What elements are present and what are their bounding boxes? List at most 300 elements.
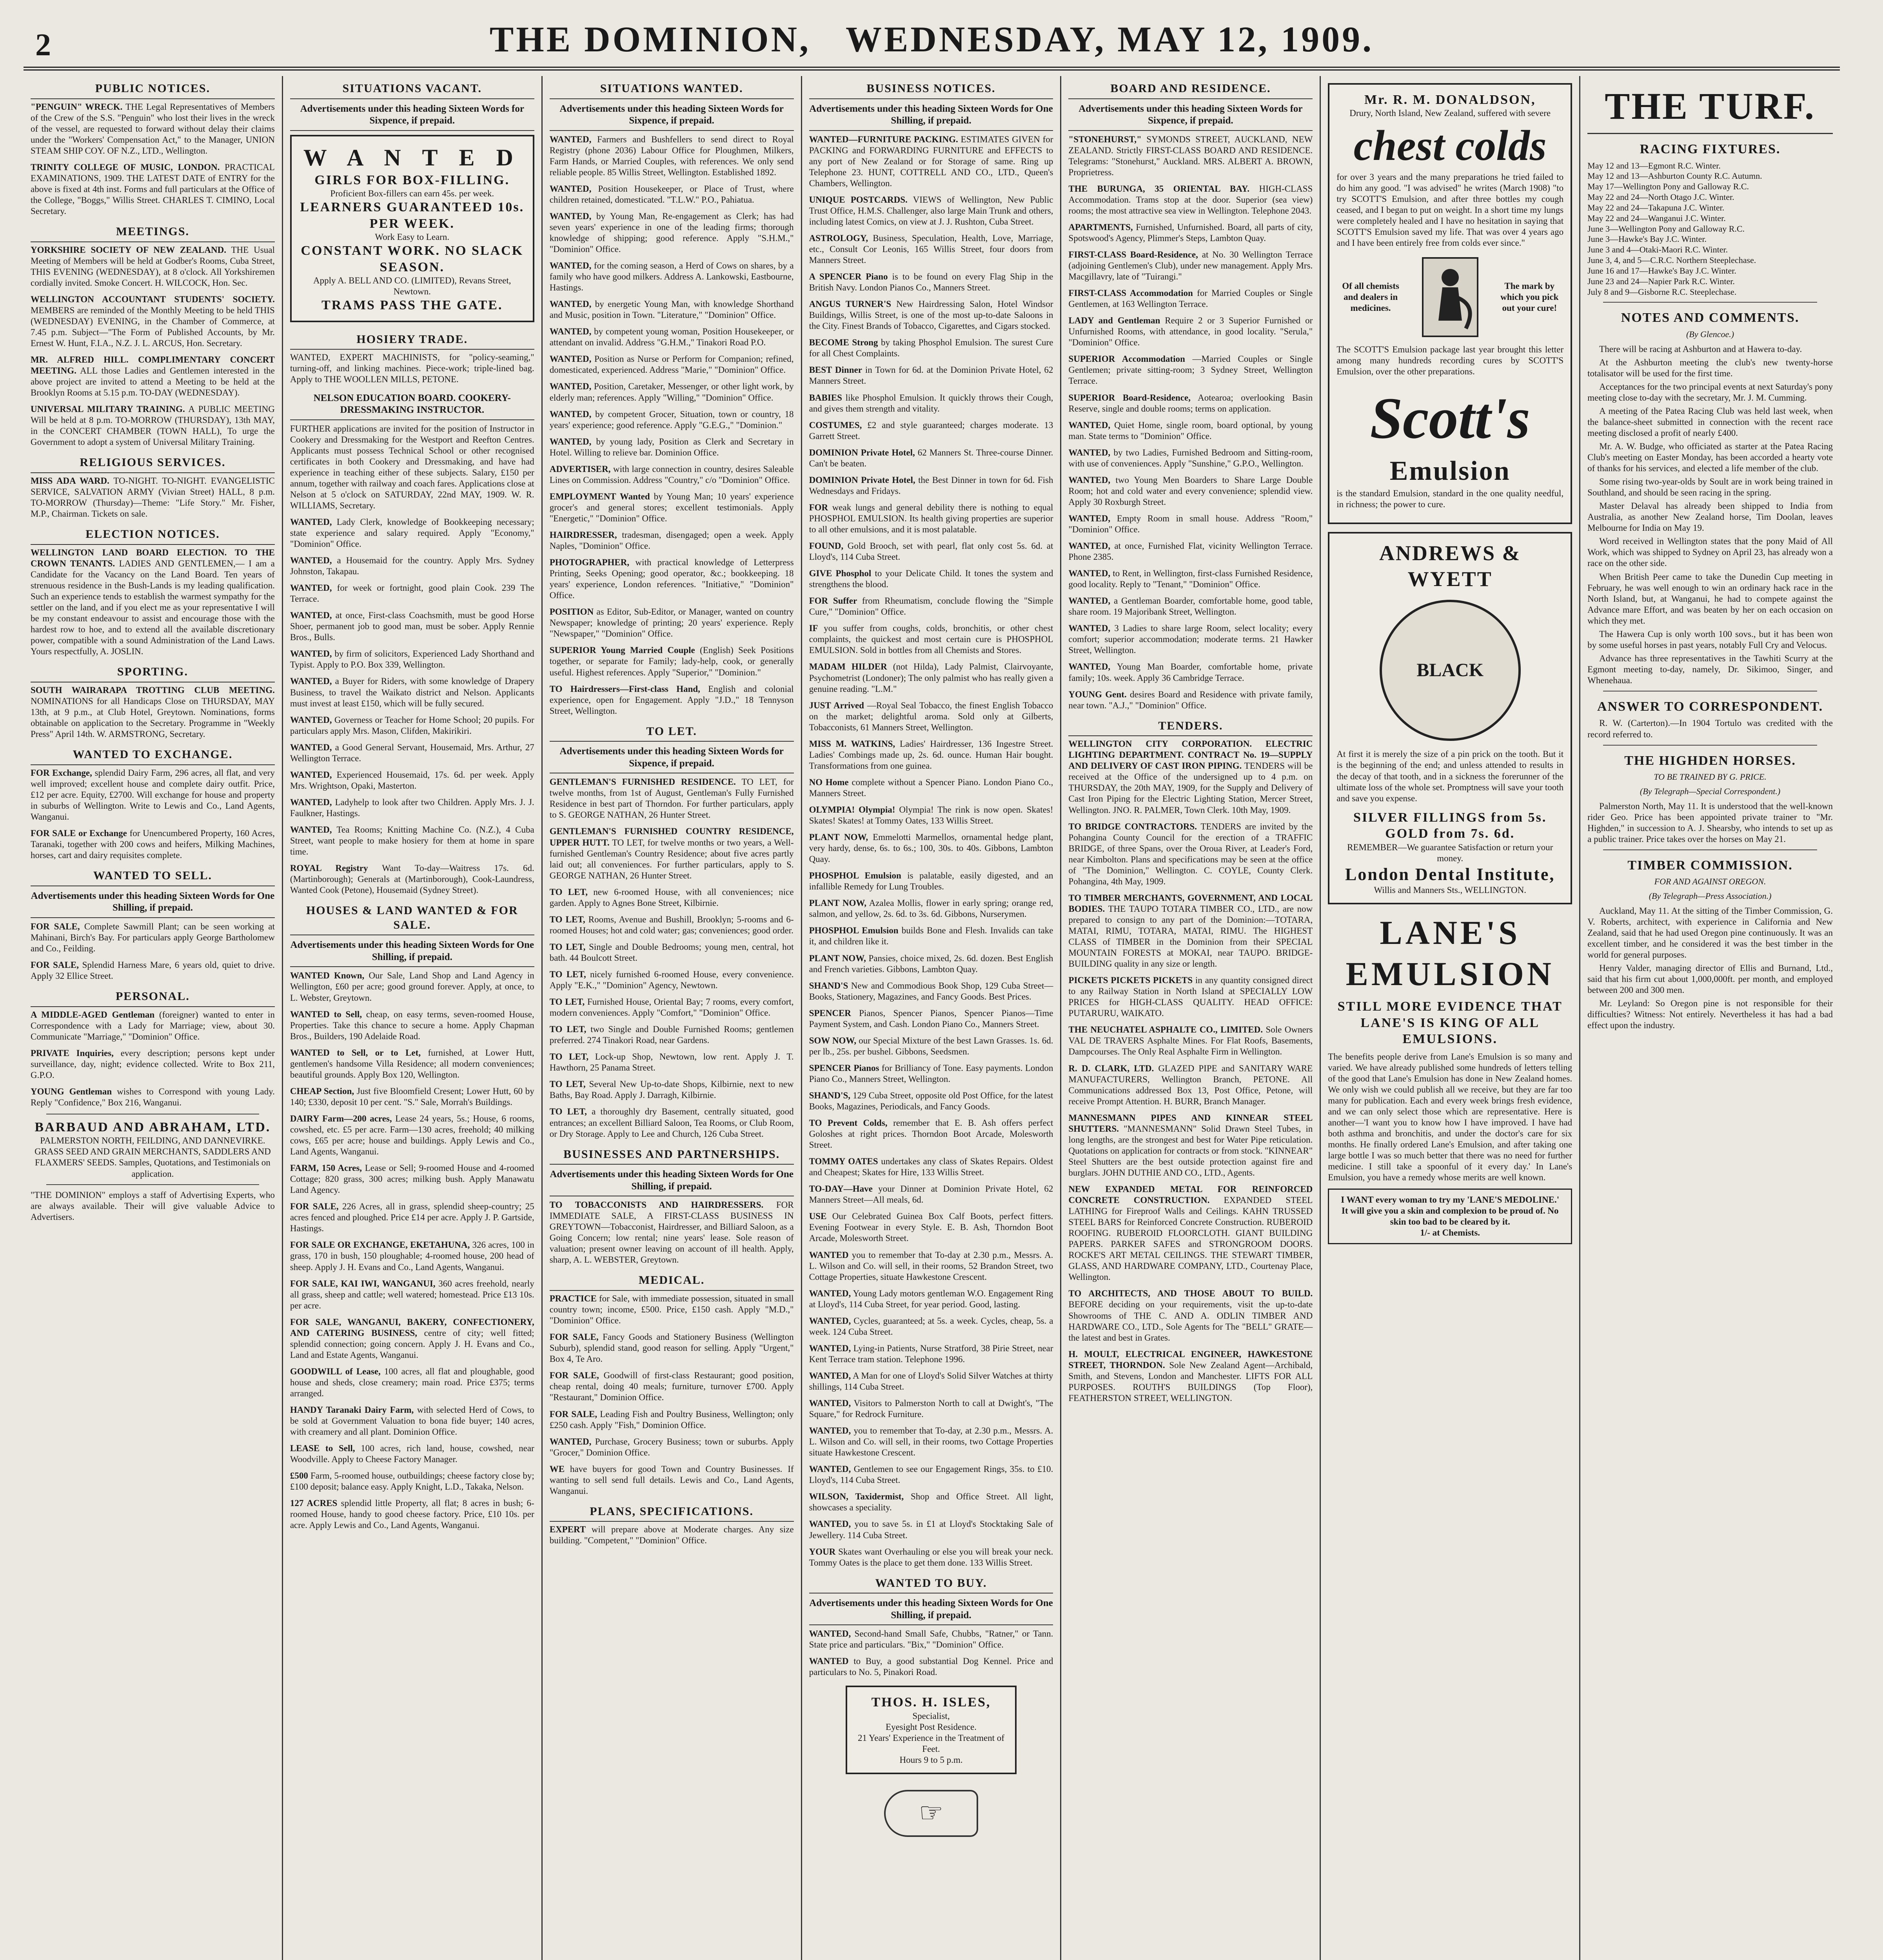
ad-lead: WANTED, [549,261,592,271]
ad-text: Aotearoa; overlooking Basin Reserve, single and double rooms; terms on application. [1068,392,1313,414]
classified-ad [809,1035,1053,1057]
ad-text: centre of city; well fitted; splendid connection; going concern. Apply J. H. Evans and Co., Land and Estate Agents, Wanganui. [290,1328,534,1360]
ad-lead: ROYAL Registry [290,863,368,873]
classified-ad [550,464,794,486]
ad-text: Furnished House, Oriental Bay; 7 rooms, every comfort, modern conveniences. Apply "Comfort," "Dominion" Office. [549,997,794,1018]
scotts-emulsion-ad [1328,83,1572,524]
ad-text: A Man for one of Lloyd's Solid Silver Watches at thirty shillings, 114 Cuba Street. [809,1370,1053,1392]
ad-text: Olympia! The rink is now open. Skates! Skates! Skates! at Tommy Oates, 133 Willis Street. [809,804,1053,826]
section-subheading: Advertisements under this heading Sixteen Words for One Shilling, if prepaid. [809,1596,1053,1625]
wanted-line: GIRLS FOR BOX-FILLING. [314,172,510,187]
ad-lead: EMPLOYMENT Wanted [549,491,650,501]
ad-text: Purchase, Grocery Business; town or suburbs. Apply "Grocer," Dominion Office. [549,1436,794,1457]
classified-ad [290,742,534,764]
classified-ad [550,557,794,601]
ad-lead: SUPERIOR Board-Residence, [1068,392,1191,403]
ad-lead: SUPERIOR Young Married Couple [549,645,695,655]
ad-lead: PICKETS PICKETS PICKETS [1068,975,1193,985]
ad-lead: FOR SALE, [31,960,79,970]
classified-ad [290,1366,534,1399]
ad-text: "MANNESMANN" Solid Drawn Steel Tubes, in long lengths, are the strongest and best for Water Pipe reticulation. Quotations on application for contracts or from stock. "KINNEAR" Steel Shutters are the best outside protection against fire and burglars. JOHN DUTHIE AND CO., LTD., Agents. [1068,1123,1313,1178]
ad-text: weak lungs and general debility there is nothing to equal PHOSPHOL EMULSION. Its health giving properties are superior to all other emulsions, and it is most palatable. [809,502,1053,534]
ad-lead: MR. ALFRED HILL. COMPLIMENTARY CONCERT MEETING. [31,355,275,376]
classified-ad [550,1524,794,1546]
ad-text: Business, Speculation, Health, Love, Marriage, etc., Consult Cor Leonis, 165 Willis Street, four doors from Manners Street. [809,233,1053,265]
ad-lead: FOR SALE, KAI IWI, WANGANUI, [290,1278,436,1289]
classified-ad [550,914,794,936]
ad-lead: "PENGUIN" WRECK. [31,102,123,112]
ad-text: by Young Man, Re-engagement as Clerk; has had seven years' experience in one of the leading firms; thorough knowledge of shipping; good reference. Apply "S.H.M.," "Dominion" Office. [549,211,794,254]
story-paragraph: Auckland, May 11. At the sitting of the Timber Commission, G. V. Roberts, architect, with experience in California and New Zealand, said that he had used Oregon pine continuously. It was an excellent timber, and he considered it was the best timber in the world for general purposes. [1587,906,1833,960]
fixture-line: June 23 and 24—Napier Park R.C. Winter. [1587,276,1735,286]
classified-ad [290,1113,534,1157]
medoline-line: 1/- at Chemists. [1420,1228,1480,1238]
ad-lead: WANTED to Sell, [290,1009,362,1019]
scott-side-right: The mark by which you pick out your cure! [1500,281,1559,313]
ad-lead: TO LET, [549,887,588,897]
classified-ad [1068,975,1313,1019]
classified-ad [31,1048,275,1081]
ad-text: GLAZED PIPE and SANITARY WARE MANUFACTURERS, Wellington Branch, PETONE. All Communications addressed Box 13, Post Office, Petone, will receive Prompt Attention. H. BURR, Branch Manager. [1068,1063,1313,1106]
classified-ad [550,777,794,820]
ad-text: 326 acres, 100 in grass, 170 in bush, 150 ploughable; 4-roomed house, 200 head of sheep. Apply J. H. Evans and Co., Land Agents, Wanganui. [290,1240,534,1272]
classified-ad [809,392,1053,414]
medoline-ad [1328,1189,1572,1244]
classified-ad [1068,222,1313,244]
ad-lead: UNIVERSAL MILITARY TRAINING. [31,404,185,414]
notes-heading: NOTES AND COMMENTS. [1621,310,1799,325]
classified-ad [550,1293,794,1326]
ad-lead: WANTED, [549,183,592,194]
ad-list [550,1524,794,1546]
ad-text: a thoroughly dry Basement, centrally situated, good entrances; an excellent Billiard Saloon, Tea Rooms, or Club Room, or Dry Storage. Apply to Lee and Church, 126 Cuba Street. [549,1107,794,1139]
classified-ad [1068,1063,1313,1107]
scott-big: chest colds [1353,121,1547,169]
ad-lead: YORKSHIRE SOCIETY OF NEW ZEALAND. [31,245,226,255]
section-subheading: Advertisements under this heading Sixteen Words for One Shilling, if prepaid. [31,889,275,918]
section-heading: TENDERS. [1068,717,1313,737]
ad-text: the Best Dinner in town for 6d. Fish Wednesdays and Fridays. [809,475,1053,496]
classified-ad [550,436,794,458]
story-paragraph: Advance has three representatives in the Tawhiti Scurry at the Egmont meeting to-day, namely, Dr. Sikimoo, Singer, and Whenehaua. [1587,653,1833,685]
ad-text: wishes to Correspond with young Lady. Reply "Confidence," Box 216, Wanganui. [31,1086,275,1107]
ad-lead: SHAND'S, [809,1090,851,1100]
ad-text: Second-hand Small Safe, Chubbs, "Ratner," or Tann. State price and particulars. "Bix," "Dominion" Office. [809,1629,1053,1650]
section-subheading: NELSON EDUCATION BOARD. COOKERY-DRESSMAKING INSTRUCTOR. [290,391,534,420]
classified-ad [809,661,1053,694]
classified-ad [550,606,794,639]
classified-ad [809,595,1053,617]
ad-list [809,1628,1053,1678]
ad-lead: WE [549,1464,565,1474]
classified-ad [290,863,534,896]
ad-text: Lease 24 years, 5s.; House, 6 rooms, cowshed, etc. £5 per acre. Farm—130 acres, freehold; 40 milking cows, £65 per acre; house and buildings. Apply Lewis and Co., Land Agents, Wanganui. [290,1113,534,1157]
ad-text: to your Delicate Child. It tones the system and strengthens the blood. [809,568,1053,590]
ad-text: Want To-day—Waitress 17s. 6d. (Martinborough); Generals at (Martinborough), Cook-Laundress, Wanted Cook (Petone), Housemaid (Sydney Street). [290,863,534,895]
classified-ad [1068,183,1313,216]
wanted-line: LEARNERS GUARANTEED 10s. PER WEEK. [300,200,525,231]
ad-lead: MADAM HILDER [809,662,887,672]
classified-ad [550,1409,794,1431]
classified-ad [290,1317,534,1361]
ad-text: for Unencumbered Property, 160 Acres, Taranaki, together with 200 cows and heifers, Milking Machines, horses, cart and dairy requisites complete. [31,828,275,860]
classified-ad [809,541,1053,563]
section-subheading: Advertisements under this heading Sixteen Words for One Shilling, if prepaid. [290,938,534,967]
divider [1603,302,1817,303]
classified-ad [1068,739,1313,815]
section-heading: PERSONAL. [31,987,275,1007]
ad-text: Just five Bloomfield Cresent; Lower Hutt, 60 by 140; £330, deposit 10 per cent. "S." Sale, Morrah's Buildings. [290,1086,534,1107]
ad-lead: PRIVATE Inquiries, [31,1048,114,1058]
ad-lead: FOR SALE, [549,1370,599,1381]
fixture-line: June 3, 4, and 5—C.R.C. Northern Steeplechase. [1587,255,1756,265]
ad-lead: PHOTOGRAPHER, [549,557,630,568]
section-subheading: Advertisements under this heading Sixteen Words for Sixpence, if prepaid. [550,102,794,131]
ad-lead: 127 ACRES [290,1498,338,1508]
ad-lead: APARTMENTS, [1068,222,1133,232]
classified-ad [809,299,1053,332]
turf-title: THE TURF. [1587,79,1833,134]
notes-byline: (By Glencoe.) [1686,329,1734,339]
ad-lead: WANTED, [1068,541,1111,551]
ad-lead: TO LET, [549,997,585,1007]
classified-ad [290,676,534,709]
divider [46,1184,259,1185]
timber-subheading: FOR AND AGAINST OREGON. [1654,877,1766,887]
andrews-brand: ANDREWS & WYETT [1379,541,1521,591]
wanted-line: Proficient Box-fillers can earn 45s. per week. [330,189,494,199]
ad-text: THE Usual Meeting of Members will be held at Godber's Rooms, Cuba Street, THIS EVENING (WEDNESDAY), at 8 o'clock. All Yorkshiremen cordially invited. Smoke Concert. H. WILCOCK, Hon. Sec. [31,245,275,288]
ad-lead: WANTED, [809,1426,851,1436]
ad-text: Sole Owners VAL DE TRAVERS Asphalte Mines. For Flat Roofs, Basements, Dampcourses. The Only Real Asphalte Firm in Wellington. [1068,1025,1313,1057]
fixture-line: May 12 and 13—Egmont R.C. Winter. [1587,160,1721,171]
wanted-line: Apply A. BELL AND CO. (LIMITED), Revans Street, Newtown. [313,276,511,297]
ad-lead: BEST Dinner [809,365,862,375]
classified-ad [550,354,794,376]
trained-byline: (By Telegraph—Special Correspondent.) [1640,786,1781,796]
ad-text: HIGH-CLASS Accommodation. Trams stop at the door. Superior (sea view) rooms; the most attractive sea view in Wellington. Telephone 2043. [1068,183,1313,216]
classified-ad [809,568,1053,590]
ad-lead: WANTED, [290,649,332,659]
ad-lead: USE [809,1211,827,1221]
ad-lead: COSTUMES, [809,420,862,430]
ad-text: TO LET, for twelve months, from 1st of August, Gentleman's Fully Furnished Residence in best part of Thorndon. For further particulars, apply to S. GEORGE NATHAN, 26 Hunter Street. [549,777,794,820]
classified-ad [809,623,1053,656]
isles-line: Specialist, [912,1711,950,1721]
ad-lead: WANTED, [809,1629,851,1639]
classified-ad [290,1047,534,1080]
ad-lead: MANNESMANN PIPES AND KINNEAR STEEL SHUTTERS. [1068,1112,1313,1134]
ad-text: Position, Caretaker, Messenger, or other light work, by elderly man; references. Apply "Willing," "Dominion" Office. [549,381,794,403]
story-paragraph: The Hawera Cup is only worth 100 sovs., but it has been won by some useful horses in past years, notably Full Cry and Velocus. [1587,629,1833,650]
wanted-title: W A N T E D [303,144,521,171]
ad-lead: ADVERTISER, [549,464,611,474]
isles-line: 21 Years' Experience in the Treatment of Feet. [857,1733,1004,1754]
ad-lead: WANTED, [290,517,332,527]
isles-line: Eyesight Post Residence. [886,1722,977,1732]
ad-text: nicely furnished 6-roomed House, every convenience. Apply "E.K.," "Dominion" Agency, Newtown. [549,969,794,991]
ad-lead: WANTED, [1068,420,1111,430]
medoline-line: I WANT every woman to try my 'LANE'S MEDOLINE.' [1341,1195,1560,1205]
barbaud-ad [31,1119,275,1180]
classified-ad [550,134,794,178]
ad-list [31,245,275,448]
fixture-line: June 3 and 4—Otaki-Maori R.C. Winter. [1587,245,1728,255]
classified-ad [550,1079,794,1101]
ad-text: tradesman, disengaged; open a week. Apply Naples, "Dominion" Office. [549,530,794,551]
ad-lead: FOR SALE, WANGANUI, BAKERY, CONFECTIONERY, AND CATERING BUSINESS, [290,1317,534,1338]
ad-text: Azalea Mollis, flower in early spring; orange red, salmon, and yellow, 2s. 6d. to 3s. 6d. Gibbons, Nurserymen. [809,898,1053,919]
classified-ad [290,555,534,577]
ad-text: by competent Grocer, Situation, town or country, 18 years' experience; good reference. Apply "G.E.G.," "Dominion." [549,409,794,430]
ad-lead: GENTLEMAN'S FURNISHED RESIDENCE. [549,777,736,787]
classified-ad [31,102,275,156]
ad-text: you suffer from coughs, colds, bronchitis, or other chest complaints, the quickest and most certain cure is PHOSPHOL EMULSION. Sold in bottles from all Chemists and Stores. [809,623,1053,655]
ad-lead: YOUNG Gent. [1068,689,1127,699]
section-heading: ELECTION NOTICES. [31,525,275,545]
ad-list [31,685,275,740]
classified-ad [809,337,1053,359]
ad-text: with selected Herd of Cows, to be sold at Government Valuation to bona fide buyer; 140 acres, with creamery and all plant. Dominion Office. [290,1405,534,1437]
andrews-wyett-ad [1328,532,1572,905]
classified-ad [1068,447,1313,469]
classified-ad [809,739,1053,771]
ad-lead: TO BRIDGE CONTRACTORS. [1068,821,1197,831]
scott-body: for over 3 years and the many preparations he tried failed to do him any good. "I was advised" he writes (March 1908) "to try SCOTT'S Emulsion, and after three bottles my cough ceased, and I began to put on weight. In a short time my lungs were completely healed and I have no hesitation in saying that SCOTT'S Emulsion saved my life. That was over 4 years ago and I have been entirely free from colds ever since." [1336,172,1564,248]
ad-lead: TO LET, [549,914,585,924]
story-paragraph: At the Ashburton meeting the club's new twenty-horse totalisator will be used for the first time. [1587,357,1833,378]
ad-lead: A MIDDLE-AGED Gentleman [31,1009,155,1020]
classified-ad [809,1370,1053,1392]
fixtures-list [1587,161,1833,298]
footer-notice: "THE DOMINION" employs a staff of Advertising Experts, who are always available. Their will give valuable Advice to Advertisers. [31,1190,275,1222]
ad-lead: FARM, 150 Acres, [290,1163,362,1173]
classified-ad [809,420,1053,442]
section-heading: WANTED TO SELL. [31,866,275,886]
ad-lead: WANTED [809,1250,849,1260]
classified-ad [550,1370,794,1403]
column-board-residence [1061,76,1321,1960]
wanted-line: TRAMS PASS THE GATE. [321,298,503,313]
ad-text: Empty Room in small house. Address "Room," "Dominion" Office. [1068,513,1313,534]
ad-lead: IF [809,623,818,633]
ad-text: Emmelotti Marmellos, ornamental hedge plant, very hardy, dense, 6s. to 6s.; 100, 30s. to 40s. Gibbons, Lambton Quay. [809,832,1053,864]
ad-lead: LADY and Gentleman [1068,316,1160,326]
ad-lead: TO LET, [549,1079,586,1089]
ad-list [1068,134,1313,711]
classified-ad [550,1436,794,1458]
ad-text: your Dinner at Dominion Private Hotel, 62 Manners Street—All meals, 6d. [809,1184,1053,1205]
fixture-line: June 3—Hawke's Bay J.C. Winter. [1587,234,1707,244]
ad-lead: TO LET, [549,942,586,952]
classified-ad [290,583,534,604]
section-heading: SITUATIONS VACANT. [290,79,534,99]
ad-lead: WANTED, [809,1398,851,1408]
ad-text: by taking Phosphol Emulsion. The surest Cure for all Chest Complaints. [809,338,1053,359]
column-public-notices [24,76,283,1960]
ad-text: builds Bone and Flesh. Invalids can take it, and children like it. [809,926,1053,947]
ad-text: Rooms, Avenue and Bushill, Brooklyn; 5-rooms and 6-roomed Houses; hot and cold water; gas; conveniences; good order. [549,914,794,935]
ad-text: at No. 30 Wellington Terrace (adjoining Gentlemen's Club), under new management. Apply Mrs. Macgillavry, late of "Tuirangi." [1068,250,1313,282]
classified-ad [1068,315,1313,348]
classified-ad [550,491,794,524]
ad-text: from Rheumatism, conclude flowing the "Simple Cure," "Dominion" Office. [809,596,1053,617]
ad-text: to Buy, a good substantial Dog Kennel. Price and particulars to No. 5, Pinakori Road. [809,1656,1053,1677]
answer-heading: ANSWER TO CORRESPONDENT. [1597,699,1823,714]
classified-ad [1068,541,1313,563]
ad-lead: WANTED, [1068,623,1111,633]
ad-lead: WANTED, [549,299,592,309]
column-situations-vacant [283,76,543,1960]
classified-ad [290,970,534,1003]
ad-text: for the coming season, a Herd of Cows on shares, by a family who have good milkers. Address A. Lankowski, Eastbourne, Hastings. [549,261,794,293]
section-heading: MEETINGS. [31,222,275,242]
ad-lead: WANTED, [290,583,332,593]
section-heading: BUSINESS NOTICES. [809,79,1053,99]
ad-lead: H. MOULT, ELECTRICAL ENGINEER, HAWKESTONE STREET, THORNDON. [1068,1349,1313,1370]
andrews-remember: REMEMBER—We guarantee Satisfaction or return your money. [1347,842,1553,863]
classified-ad [31,768,275,822]
andrews-addr: Willis and Manners Sts., WELLINGTON. [1374,885,1526,895]
ad-list [290,970,534,1531]
classified-ad [550,381,794,403]
ad-lead: EXPERT [549,1524,586,1535]
medal-icon [1380,600,1521,741]
ad-lead: FOUND, [809,541,844,551]
ad-lead: WANTED, [290,824,332,835]
ad-text: for Brilliancy of Tone. Easy payments. London Piano Co., Manners Street, Wellington. [809,1063,1053,1084]
ad-list [31,1009,275,1108]
lane-title2: EMULSION [1346,955,1554,993]
column-situations-wanted [543,76,802,1960]
ad-text: ALL those Ladies and Gentlemen interested in the above project are invited to attend a Meeting to be held at the Brooklyn Rooms at 5.15 p.m. TO-DAY (WEDNESDAY). [31,366,275,398]
ad-lead: WANTED, [290,769,332,780]
ad-lead: PRACTICE [549,1294,597,1304]
classified-ad [550,211,794,255]
andrews-fillings: SILVER FILLINGS from 5s. [1353,810,1547,825]
lane-body: The benefits people derive from Lane's Emulsion is so many and varied. We have already published some hundreds of letters telling of the good that Lane's Emulsion has done in New Zealand homes. We only wish we could publish all we receive, but they are far too many for publication. Each and every week brings fresh evidence, and we can only select those which are representative. Here is another—'I want you to know how I have improved. I have had both asthma and bronchitis, and under the doctor's care for six months. He finally ordered Lane's Emulsion, and after taking one large bottle I was so much better that there was no need for further medicine. I still take a spoonful of it every day.' In Lane's Emulsion, you have a remedy whose merits are well known. [1328,1051,1572,1183]
ad-text: with practical knowledge of Letterpress Printing, Seeks Opening; good operator, &c.; bookkeeping. 18 years' experience, London references. "Initiative," "Dominion" Office. [549,557,794,601]
ad-lead: FIRST-CLASS Board-Residence, [1068,250,1198,260]
classified-ad [1068,392,1313,414]
ad-text: Ladyhelp to look after two Children. Apply Mrs. J. J. Faulkner, Hastings. [290,797,534,818]
ad-text: Our Sale, Land Shop and Land Agency in Wellington, £60 per acre; good ground forever. Apply, at once, to L. Webster, Greytown. [290,971,534,1003]
ad-text: Furnished, Unfurnished. Board, all parts of city, Spotswood's Agency, Plimmer's Steps, Lambton Quay. [1068,222,1313,243]
ad-text: Fancy Goods and Stationery Business (Wellington Suburb), splendid stand, good reason for selling. Apply "Urgent," Box 4, Te Aro. [549,1332,794,1364]
paper-name: THE DOMINION, [489,19,811,59]
ad-text: Position as Nurse or Perform for Companion; refined, domesticated, experienced. Address "Marie," "Dominion" Office. [549,354,794,375]
ad-text: by young lady, Position as Clerk and Secretary in Hotel. Willing to relieve bar. Dominion Office. [549,436,794,457]
ad-text: Lady Clerk, knowledge of Bookkeeping necessary; state experience and salary required. Apply "Economy," "Dominion" Office. [290,517,534,549]
classified-ad [290,769,534,791]
classified-ad [550,969,794,991]
ad-lead: WANTED, [290,797,332,807]
classified-ad [290,1240,534,1272]
ad-lead: WANTED, [290,742,332,752]
ad-lead: WANTED, [1068,513,1111,523]
newspaper-title [490,18,1374,60]
ad-lead: WANTED to Sell, or to Let, [290,1047,421,1058]
section-heading: HOSIERY TRADE. [290,330,534,350]
ad-lead: THE NEUCHATEL ASPHALTE CO., LIMITED. [1068,1025,1263,1035]
ad-text: 100 acres, rich land, house, cowshed, near Woodville. Apply to Cheese Factory Manager. [290,1443,534,1465]
ad-lead: WANTED, [549,409,592,419]
classified-ad [290,610,534,643]
classified-ad [809,1063,1053,1085]
ad-lead: FOR Exchange, [31,768,92,778]
lane-title: LANE'S [1380,914,1521,952]
ad-lead: GOODWILL of Lease, [290,1366,381,1376]
ad-lead: SOW NOW, [809,1035,857,1045]
classified-ad [290,715,534,737]
ad-text: Splendid Harness Mare, 6 years old, quiet to drive. Apply 32 Ellice Street. [31,960,275,981]
ad-text: have buyers for good Town and Country Businesses. If wanting to sell send full details. Lewis and Co., Land Agents, Wanganui. [549,1464,794,1496]
ad-text: BEFORE deciding on your requirements, visit the up-to-date Showrooms of THE C. AND A. ODLIN TIMBER AND HARDWARE CO., LTD., Sole Agents for The "BELL" GRATE—the latest and best in Grates. [1068,1299,1313,1343]
classified-ad [550,826,794,881]
ad-lead: MISS ADA WARD. [31,476,109,486]
ad-lead: WELLINGTON LAND BOARD ELECTION. TO THE CROWN TENANTS. [31,547,275,568]
hosiery-ad: WANTED, EXPERT MACHINISTS, for "policy-seaming," turning-off, and linking machines. Piece-work; triple-lined bag. Apply to THE WOOLLEN MILLS, PETONE. [290,352,534,385]
classified-ad [290,1009,534,1042]
ad-lead: TO LET, [549,1024,587,1034]
ad-lead: TO Prevent Colds, [809,1118,888,1128]
section-heading: SPORTING. [31,662,275,682]
ad-list [550,777,794,1139]
section-heading: MEDICAL. [550,1271,794,1291]
ad-lead: HANDY Taranaki Dairy Farm, [290,1405,414,1415]
ad-lead: WANTED, [809,1370,851,1381]
ad-lead: WANTED, [290,676,332,686]
classified-ad [550,1051,794,1073]
section-heading: HOUSES & LAND WANTED & FOR SALE. [290,901,534,935]
ad-lead: DOMINION Private Hotel, [809,447,915,457]
section-subheading: Advertisements under this heading Sixteen Words for Sixpence, if prepaid. [550,744,794,773]
ad-text: NOMINATIONS for all Handicaps Close on THURSDAY, MAY 13th, at 9 p.m., at Club Hotel, Greytown. Nominations, forms obtainable on application to the Secretary. Programme in "Weekly Press" April 14th. W. ARMSTRONG, Secretary. [31,696,275,739]
ad-lead: POSITION [549,607,594,617]
ad-lead: PLANT NOW, [809,953,866,963]
divider [1603,745,1817,746]
ad-text: £2 and style guaranteed; charges moderate. 13 Garrett Street. [809,420,1053,441]
ad-text: Experienced Housemaid, 17s. 6d. per week. Apply Mrs. Wrightson, Opaki, Masterton. [290,769,534,791]
section-heading: BUSINESSES AND PARTNERSHIPS. [550,1145,794,1165]
classified-ad [550,183,794,205]
ad-lead: HAIRDRESSER, [549,530,617,540]
trained-heading: TO BE TRAINED BY G. PRICE. [1654,772,1767,782]
classified-ad [31,828,275,861]
ad-text: Lock-up Shop, Newtown, low rent. Apply J. T. Hawthorn, 25 Panama Street. [549,1052,794,1073]
scott-addr: Drury, North Island, New Zealand, suffered with severe [1349,108,1551,118]
ad-text: PALMERSTON NORTH, FEILDING, AND DANNEVIRKE. GRASS SEED AND GRAIN MERCHANTS, SADDLERS AND FLAXMERS' SEEDS. Samples, Quotations, and Testimonials on application. [35,1136,271,1179]
ad-lead: FOR SALE OR EXCHANGE, EKETAHUNA, [290,1240,470,1250]
ad-text: Quiet Home, single room, board optional, by young man. State terms to "Dominion" Office. [1068,420,1313,441]
classified-ad [31,685,275,740]
ad-text: English and colonial experience, open for Engagement. Apply "J.D.," 18 Tennyson Street, Wellington. [549,684,794,716]
classified-ad [550,684,794,717]
classified-ad [809,194,1053,227]
classified-ad [550,1106,794,1139]
ad-text: cheap, on easy terms, seven-roomed House, Properties. Take this chance to secure a home. Apply Chapman Bros., Builders, 190 Adelaide Road. [290,1009,534,1041]
ad-lead: SPENCER [809,1008,851,1018]
fixtures-heading: RACING FIXTURES. [1640,142,1781,157]
classified-ad [809,700,1053,733]
ad-list [290,517,534,896]
ad-text: THE TAUPO TOTARA TIMBER CO., LTD., are now prepared to consign to any part of the Dominion:—TOTARA, MATAI, RIMU, TOTARA, MATAI, RIMU. The HIGHEST CLASS of TIMBER in the Dominion from their SPECIAL MOUNTAIN FORESTS at MOKAI, near TAUPO. BRIDGE-BUILDING quality in any size or length. [1068,904,1313,969]
classified-ad [31,960,275,982]
ad-lead: R. D. CLARK, LTD. [1068,1063,1154,1073]
ad-lead: WANTED, [549,211,592,221]
story-paragraph: Master Delaval has already been shipped to India from Australia, as another New Zealand horse, Tim Doolan, leaves Melbourne for India on May 19. [1587,501,1833,533]
ad-lead: YOUR [809,1546,836,1557]
